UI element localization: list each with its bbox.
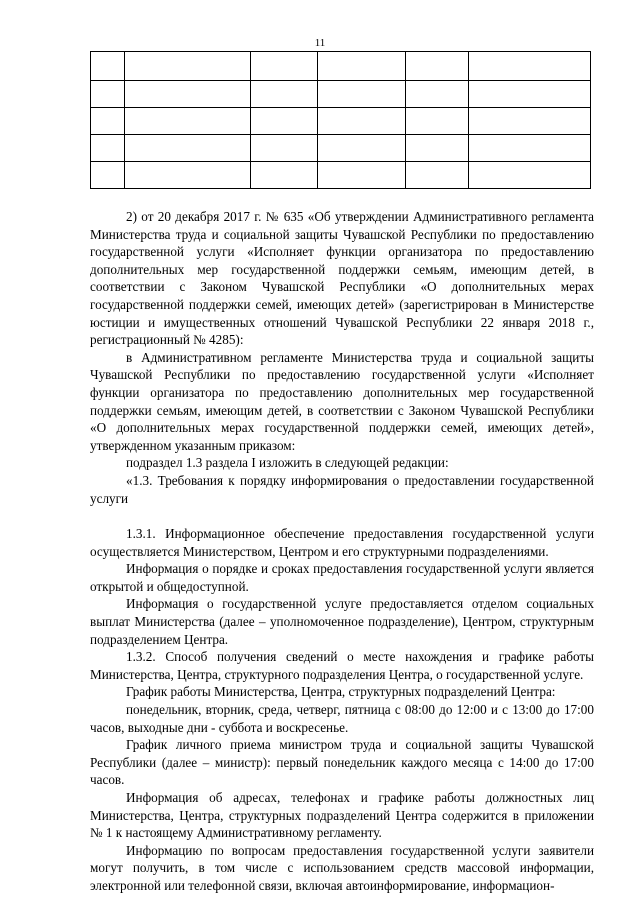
table-row bbox=[91, 108, 591, 135]
table-row bbox=[91, 162, 591, 189]
paragraph-contact-info: Информация об адресах, телефонах и графике работы должностных лиц Министерства, Центра, структурных подразделений Центра содержится в приложении № 1 к настоящему Административному регламенту. bbox=[90, 790, 594, 841]
table-cell bbox=[406, 81, 469, 108]
table-row bbox=[91, 52, 591, 81]
table-cell bbox=[91, 108, 125, 135]
paragraph-1-3-2: 1.3.2. Способ получения сведений о месте нахождения и графике работы Министерства, Центра, структурного подразделения Центра, о государственной услуге. bbox=[90, 649, 594, 682]
table-cell bbox=[318, 108, 406, 135]
paragraph-1-3-1: 1.3.1. Информационное обеспечение предоставления государственной услуги осуществляется Министерством, Центром и его структурными подразделениями. bbox=[90, 526, 594, 559]
table-cell bbox=[91, 81, 125, 108]
paragraph-instruction: подраздел 1.3 раздела I изложить в следующей редакции: bbox=[126, 455, 449, 471]
paragraph-regulation-reference: в Административном регламенте Министерства труда и социальной защиты Чувашской Республики по предоставлению государственной услуги «Исполняет функции организатора по предоставлению дополнительных мер государственной поддержки семьям, имеющим детей, в соответствии с Законом Чувашской Республики «О дополнительных мерах государственной поддержки семей, имеющих детей», утвержденном указанным приказом: bbox=[90, 349, 594, 453]
table-cell bbox=[251, 162, 318, 189]
table-cell bbox=[469, 135, 591, 162]
table-cell bbox=[251, 52, 318, 81]
paragraph-openness: Информация о порядке и сроках предоставления государственной услуги является открытой и общедоступной. bbox=[90, 561, 594, 594]
table-cell bbox=[406, 135, 469, 162]
table-cell bbox=[318, 52, 406, 81]
document-body bbox=[90, 208, 594, 895]
table-cell bbox=[251, 81, 318, 108]
table-cell bbox=[91, 135, 125, 162]
table-cell bbox=[125, 135, 251, 162]
table-cell bbox=[318, 135, 406, 162]
table-cell bbox=[406, 108, 469, 135]
empty-table bbox=[90, 51, 591, 189]
table-row bbox=[91, 135, 591, 162]
table-cell bbox=[469, 52, 591, 81]
paragraph-work-schedule-title: График работы Министерства, Центра, структурных подразделений Центра: bbox=[126, 684, 556, 700]
table-cell bbox=[125, 162, 251, 189]
paragraph-amendment-item: 2) от 20 декабря 2017 г. № 635 «Об утверждении Административного регламента Министерства труда и социальной защиты Чувашской Республики по предоставлению государственной услуги «Исполняет функции организатора по предоставлению дополнительных мер государственной поддержки семьям, имеющим детей, в соответствии с Законом Чувашской Республики «О дополнительных мерах государственной поддержки семей, имеющих детей» (зарегистрирован в Министерстве юстиции и имущественных отношений Чувашской Республики 22 января 2018 г., регистрационный № 4285): bbox=[90, 209, 594, 348]
paragraph-information-providers: Информация о государственной услуге предоставляется отделом социальных выплат Министерства (далее – уполномоченное подразделение), Центром, структурным подразделением Центра. bbox=[90, 596, 594, 647]
table-row bbox=[91, 81, 591, 108]
table-cell bbox=[469, 81, 591, 108]
table-cell bbox=[251, 108, 318, 135]
page-number: 11 bbox=[314, 37, 326, 49]
table-cell bbox=[318, 162, 406, 189]
table-cell bbox=[91, 162, 125, 189]
table-cell bbox=[318, 81, 406, 108]
table-cell bbox=[125, 52, 251, 81]
table-cell bbox=[91, 52, 125, 81]
table-cell bbox=[406, 162, 469, 189]
table-cell bbox=[406, 52, 469, 81]
paragraph-minister-reception: График личного приема министром труда и социальной защиты Чувашской Республики (далее – министр): первый понедельник каждого месяца с 14:00 до 17:00 часов. bbox=[90, 737, 594, 788]
table-cell bbox=[469, 108, 591, 135]
section-heading: «1.3. Требования к порядку информирования о предоставлении государственной услуги bbox=[90, 472, 594, 506]
paragraph-information-channels: Информацию по вопросам предоставления государственной услуги заявители могут получить, в том числе с использованием средств массовой информации, электронной или телефонной связи, включая автоинформирование, информацион- bbox=[90, 842, 594, 893]
table-cell bbox=[125, 81, 251, 108]
table-cell bbox=[125, 108, 251, 135]
table-cell bbox=[469, 162, 591, 189]
table-cell bbox=[251, 135, 318, 162]
paragraph-work-hours: понедельник, вторник, среда, четверг, пятница с 08:00 до 12:00 и с 13:00 до 17:00 часов, выходные дни - суббота и воскресенье. bbox=[90, 702, 594, 735]
